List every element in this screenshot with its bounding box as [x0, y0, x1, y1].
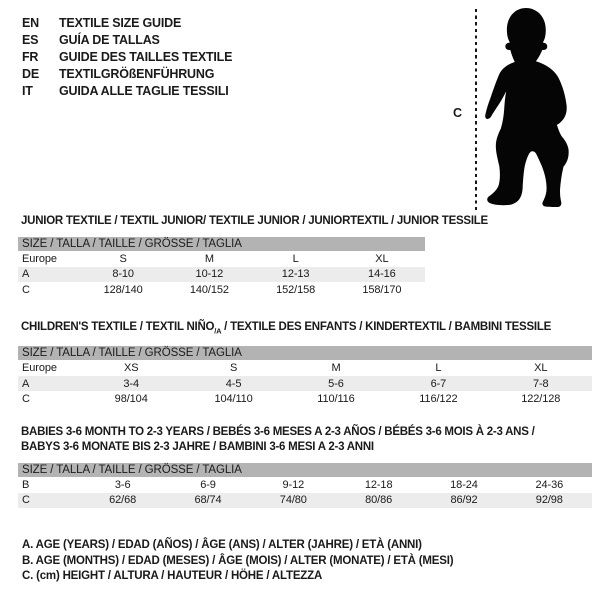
- row-label: A: [22, 268, 30, 281]
- children-size-table: [18, 346, 592, 407]
- cell: 98/104: [114, 393, 148, 406]
- cell: 7-8: [532, 377, 549, 390]
- language-title-block: [22, 14, 232, 99]
- row-label: A: [22, 377, 30, 390]
- cell: 12-13: [281, 268, 310, 281]
- guide-title: GUIDA ALLE TAGLIE TESSILI: [59, 83, 229, 98]
- cell: 3-4: [123, 377, 139, 390]
- legend-line-c: C. (cm) HEIGHT / ALTURA / HAUTEUR / HÖHE / ALTEZZA: [22, 570, 323, 582]
- lang-row-fr: [22, 48, 232, 65]
- cell: 92/98: [535, 494, 563, 507]
- lang-row-en: [22, 14, 232, 31]
- lang-code: EN: [22, 15, 39, 30]
- cell: 6-7: [430, 377, 447, 390]
- lang-code: DE: [22, 66, 39, 81]
- table-row-europe: [18, 251, 425, 267]
- table-row-height: [18, 391, 592, 407]
- table-row-age: [18, 267, 425, 283]
- cell: 12-18: [364, 478, 393, 491]
- section-title: [21, 425, 592, 455]
- cell: L: [435, 362, 442, 375]
- cell: 62/68: [109, 494, 137, 507]
- lang-row-it: [22, 82, 232, 99]
- title-line-1: BABIES 3-6 MONTH TO 2-3 YEARS / BEBÉS 3-6 MESES A 2-3 AÑOS / BÉBÉS 3-6 MOIS À 2-3 ANS /: [21, 426, 535, 438]
- cell: 140/152: [189, 283, 229, 296]
- guide-title: TEXTILE SIZE GUIDE: [59, 15, 182, 30]
- size-column-header: SIZE / TALLA / TAILLE / GRÖSSE / TAGLIA: [18, 237, 425, 251]
- table-row-height: [18, 493, 592, 509]
- height-measure-label: C: [453, 106, 463, 120]
- section-childrens-textile: [18, 320, 592, 407]
- row-label: Europe: [22, 252, 57, 265]
- cell: XL: [534, 362, 548, 375]
- cell: 9-12: [282, 478, 305, 491]
- babies-size-table: [18, 463, 592, 508]
- cell: 128/140: [103, 283, 143, 296]
- cell: 3-6: [114, 478, 131, 491]
- cell: 24-36: [535, 478, 564, 491]
- section-babies-textile: [18, 425, 592, 508]
- junior-size-table: [18, 237, 425, 298]
- table-row-age-months: [18, 477, 592, 493]
- row-label: B: [22, 478, 30, 491]
- cell: 4-5: [225, 377, 242, 390]
- row-label: C: [22, 283, 30, 296]
- lang-row-es: [22, 31, 232, 48]
- cell: XS: [123, 362, 139, 375]
- cell: M: [331, 362, 341, 375]
- title-part: / TEXTILE DES ENFANTS / KINDERTEXTIL / BAMBINI TESSILE: [221, 321, 552, 333]
- cell: 104/110: [214, 393, 253, 406]
- size-column-header: SIZE / TALLA / TAILLE / GRÖSSE / TAGLIA: [18, 346, 592, 360]
- title-subscript: /A: [214, 326, 222, 336]
- cell: 86/92: [450, 494, 478, 507]
- table-row-age: [18, 376, 592, 392]
- section-junior-textile: [18, 214, 488, 298]
- row-label: C: [22, 494, 30, 507]
- toddler-silhouette-illustration: [481, 7, 581, 209]
- section-title: [21, 320, 592, 338]
- cell: 158/170: [362, 283, 402, 296]
- cell: L: [292, 252, 299, 265]
- size-column-header: SIZE / TALLA / TAILLE / GRÖSSE / TAGLIA: [18, 463, 592, 477]
- title-line-2: BABYS 3-6 MONATE BIS 2-3 JAHRE / BAMBINI 3-6 MESI A 2-3 ANNI: [21, 441, 374, 453]
- row-label: Europe: [22, 362, 57, 375]
- cell: 74/80: [279, 494, 307, 507]
- lang-code: IT: [22, 83, 33, 98]
- table-row-height: [18, 282, 425, 298]
- cell: 68/74: [194, 494, 222, 507]
- legend-line-a: A. AGE (YEARS) / EDAD (AÑOS) / ÂGE (ANS) / ALTER (JAHRE) / ETÀ (ANNI): [22, 539, 422, 551]
- cell: 110/116: [317, 393, 355, 406]
- cell: 8-10: [112, 268, 134, 281]
- cell: 10-12: [195, 268, 224, 281]
- cell: 122/128: [521, 393, 561, 406]
- height-measure-dashed-line: [475, 9, 477, 211]
- section-title: JUNIOR TEXTILE / TEXTIL JUNIOR/ TEXTILE JUNIOR / JUNIORTEXTIL / JUNIOR TESSILE: [21, 215, 488, 227]
- table-row-europe: [18, 360, 592, 376]
- legend-line-b: B. AGE (MONTHS) / EDAD (MESES) / ÂGE (MOIS) / ALTER (MONATE) / ETÀ (MESI): [22, 554, 454, 567]
- row-label: C: [22, 393, 30, 406]
- guide-title: GUIDE DES TAILLES TEXTILE: [59, 49, 233, 64]
- cell: 116/122: [419, 393, 458, 406]
- guide-title: TEXTILGRÖßENFÜHRUNG: [59, 66, 215, 81]
- lang-code: FR: [22, 49, 39, 64]
- cell: 80/86: [365, 494, 393, 507]
- cell: 18-24: [450, 478, 478, 491]
- lang-row-de: [22, 65, 232, 82]
- measurement-legend: [22, 538, 453, 585]
- title-part: CHILDREN'S TEXTILE / TEXTIL NIÑO: [21, 321, 215, 333]
- guide-title: GUÍA DE TALLAS: [59, 32, 160, 47]
- cell: 14-16: [368, 268, 396, 281]
- cell: 5-6: [328, 377, 344, 390]
- lang-code: ES: [22, 32, 39, 47]
- cell: 6-9: [200, 478, 216, 491]
- cell: S: [119, 252, 127, 265]
- cell: XL: [375, 252, 389, 265]
- cell: S: [229, 362, 238, 375]
- cell: 152/158: [276, 283, 316, 296]
- cell: M: [204, 252, 214, 265]
